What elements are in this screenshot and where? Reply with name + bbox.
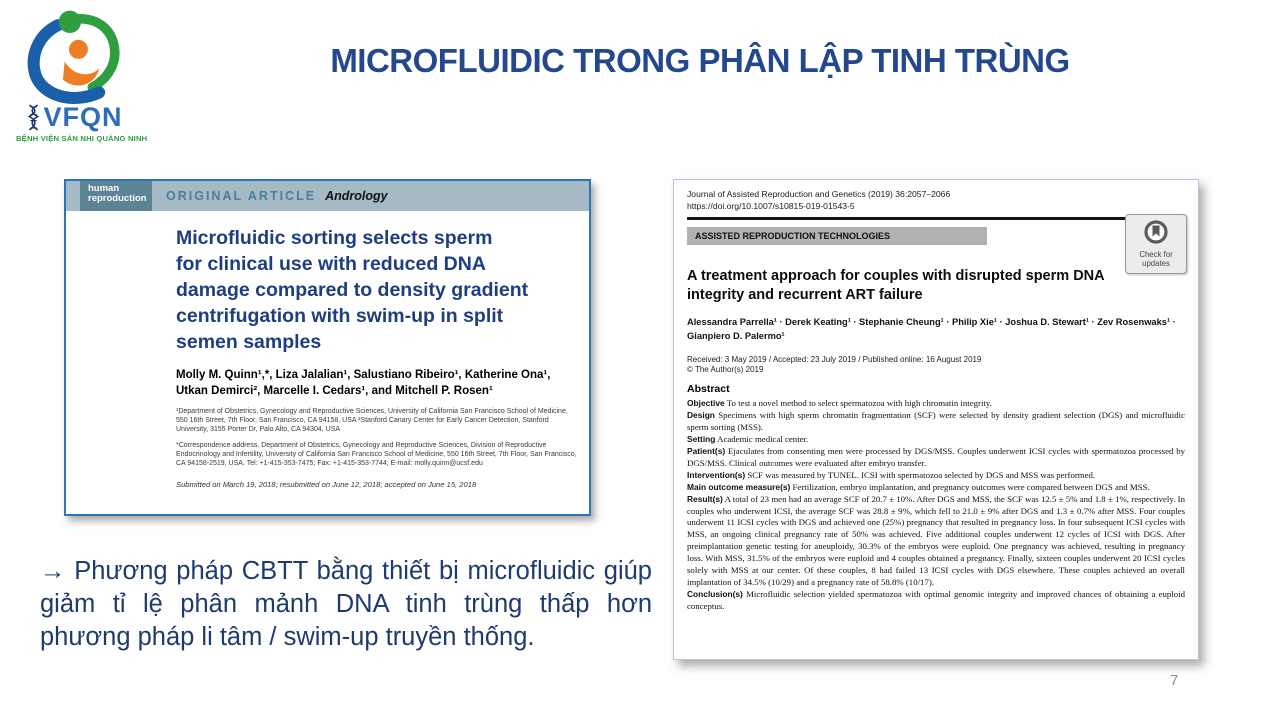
abstract-heading: Abstract xyxy=(687,382,730,395)
abstract-item-label: Intervention(s) xyxy=(687,469,746,480)
left-paper-header-bar xyxy=(66,181,589,211)
left-paper-card xyxy=(64,179,591,516)
hospital-logo xyxy=(16,8,148,143)
abstract-item-text: Microfluidic selection yielded spermatozoa with optimal genomic integrity and improved chances of obtaining a euploid conceptus. xyxy=(687,589,1185,612)
right-paper-journal-line: Journal of Assisted Reproduction and Genetics (2019) 36:2057–2066 xyxy=(687,189,951,199)
left-paper-title-line: centrifugation with swim-up in split xyxy=(176,304,504,327)
right-paper-card xyxy=(673,179,1199,660)
abstract-item-label: Conclusion(s) xyxy=(687,589,743,600)
abstract-item xyxy=(687,410,1185,434)
right-paper-copyright: © The Author(s) 2019 xyxy=(687,364,764,374)
check-for-updates-label: Check for updates xyxy=(1139,250,1173,268)
left-paper-title-line: semen samples xyxy=(176,330,322,353)
abstract-item-label: Main outcome measure(s) xyxy=(687,481,791,492)
article-section-label: Andrology xyxy=(325,189,388,203)
abstract-item-label: Objective xyxy=(687,397,725,408)
abstract-item xyxy=(687,494,1185,590)
abstract-item-label: Result(s) xyxy=(687,493,723,504)
left-paper-title-line: damage compared to density gradient xyxy=(176,278,529,301)
left-paper-authors-line: Utkan Demirci², Marcelle I. Cedars¹, and Mitchell P. Rosen¹ xyxy=(176,385,493,398)
abstract-item-text: Fertilization, embryo implantation, and pregnancy outcomes were compared between DGS and MSS. xyxy=(790,481,1150,492)
abstract-item xyxy=(687,470,1185,482)
takeaway-note: → Phương pháp CBTT bằng thiết bị microfluidic giúp giảm tỉ lệ phân mảnh DNA tinh trùng thấp hơn phương pháp li tâm / swim-up truyền thống. xyxy=(40,557,652,652)
abstract-item-label: Design xyxy=(687,409,715,420)
right-paper-dates: Received: 3 May 2019 / Accepted: 23 July 2019 / Published online: 16 August 2019 xyxy=(687,354,982,364)
hospital-name: BỆNH VIỆN SẢN NHI QUẢNG NINH xyxy=(16,134,148,143)
check-for-updates-badge xyxy=(1125,214,1187,274)
left-paper-title-line: for clinical use with reduced DNA xyxy=(176,252,486,275)
right-paper-title: A treatment approach for couples with disrupted sperm DNA integrity and recurrent ART failure xyxy=(687,268,1105,304)
left-paper-title-line: Microfluidic sorting selects sperm xyxy=(176,227,493,249)
dna-icon xyxy=(27,104,40,131)
journal-badge: human reproduction xyxy=(80,181,152,211)
article-type-label: ORIGINAL ARTICLE xyxy=(166,189,317,203)
abstract-item xyxy=(687,482,1185,494)
abstract-item-label: Patient(s) xyxy=(687,445,726,456)
page-number: 7 xyxy=(1170,672,1179,689)
left-paper-correspondence: *Correspondence address. Department of Obstetrics, Gynecology and Reproductive Sciences, Division of Reproductive Endocrinology and Infertility, University of California San Francisco School of Medicine, 550 16th Street, 7th Floor, San Francisco, CA 94158-2519, USA. Tel: +1-415-353-7475; Fax: +1-415-353-7744; E-mail: molly.quinn@ucsf.edu xyxy=(176,442,577,468)
hospital-logo-icon xyxy=(23,8,127,108)
abstract-list xyxy=(687,398,1185,613)
abstract-item-text: A total of 23 men had an average SCF of 20.7 ± 10%. After DGS and MSS, the SCF was 12.5 ± 5% and 1.8 ± 1%, respectively. In couples who underwent ICSI, the average SCF was 28.8 ± 9%, which fell to 21.0 ± 9% after DGS and 1.3 ± 0.7% after MSS. Four couples underwent 11 ICSI cycles with DGS and achieved one (25%) pregnancy that resulted in pregnancy loss. In four subsequent ICSI cycles with MSS, an ongoing clinical pregnancy rate of 50% was achieved. Five additional couples underwent 12 cycles of ICSI with DGS. After preimplantation genetic testing for aneuploidy, 30.3% of the embryos were euploid. One pregnancy was achieved, resulting in pregnancy loss. With MSS, 31.5% of the embryos were euploid and 4 couples obtained a pregnancy. Finally, sixteen couples underwent 20 ICSI cycles solely with MSS at our center. Of these couples, 8 had failed 13 ICSI cycles with DGS elsewhere. These couples achieved an overall implantation of 34.5% (10/29) and a pregnancy rate of 58.8% (10/17). xyxy=(687,493,1185,588)
abstract-item xyxy=(687,589,1185,613)
left-paper-body xyxy=(66,226,589,489)
abstract-item-label: Setting xyxy=(687,433,716,444)
logo-acronym: VFQN xyxy=(43,102,123,132)
abstract-item-text: SCF was measured by TUNEL. ICSI with spermatozoa selected by DGS and MSS was performed. xyxy=(745,469,1096,480)
left-paper-authors-line: Molly M. Quinn¹,*, Liza Jalalian¹, Salustiano Ribeiro¹, Katherine Ona¹, xyxy=(176,368,551,381)
abstract-item-text: To test a novel method to select spermatozoa with high chromatin integrity. xyxy=(724,397,992,408)
left-paper-title xyxy=(176,226,577,356)
abstract-item-text: Specimens with high sperm chromatin fragmentation (SCF) were selected by density gradient selection (DGS) and microfluidic sperm sorting (MSS). xyxy=(687,409,1185,432)
abstract-item xyxy=(687,446,1185,470)
right-paper-section-header: ASSISTED REPRODUCTION TECHNOLOGIES xyxy=(687,227,987,245)
left-paper-authors xyxy=(176,367,577,400)
slide-title: MICROFLUIDIC TRONG PHÂN LẬP TINH TRÙNG xyxy=(330,42,1070,79)
divider-rule xyxy=(687,217,1185,220)
right-paper-authors: Alessandra Parrella¹ · Derek Keating¹ · Stephanie Cheung¹ · Philip Xie¹ · Joshua D. Stewart¹ · Zev Rosenwaks¹ · Gianpiero D. Palermo¹ xyxy=(687,316,1176,341)
left-paper-affiliations: ¹Department of Obstetrics, Gynecology and Reproductive Sciences, University of California San Francisco School of Medicine, 550 16th Street, 7th Floor, San Francisco, CA 94158, USA ²Stanford Canary Center for Early Cancer Detection, Stanford University, 3155 Porter Dr, Palo Alto, CA 94304, USA xyxy=(176,407,568,434)
left-paper-submission-dates: Submitted on March 19, 2018; resubmitted on June 12, 2018; accepted on June 15, 2018 xyxy=(176,479,477,489)
abstract-item xyxy=(687,434,1185,446)
abstract-item-text: Ejaculates from consenting men were processed by DGS/MSS. Couples underwent ICSI cycles with spermatozoa processed by DGS/MSS. Clinical outcomes were evaluated after embryo transfer. xyxy=(687,445,1185,468)
abstract-item-text: Academic medical center. xyxy=(715,433,809,444)
abstract-item xyxy=(687,398,1185,410)
check-for-updates-icon xyxy=(1144,220,1168,244)
right-paper-doi: https://doi.org/10.1007/s10815-019-01543-5 xyxy=(687,200,855,211)
